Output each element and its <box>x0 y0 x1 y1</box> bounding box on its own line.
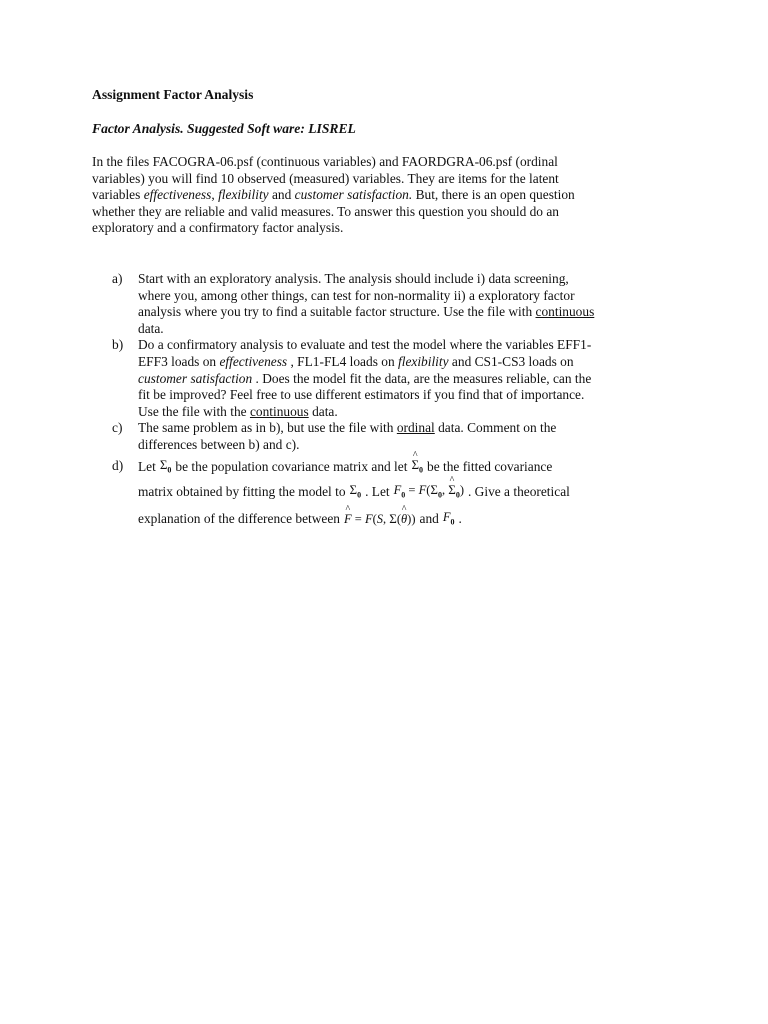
list-item: c) The same problem as in b), but use the file with ordinal data. Comment on the differences between b) and c). <box>112 420 557 452</box>
f0-formula: $F_0$ <box>442 509 455 527</box>
f0-definition-formula: $F_0 = F(\Sigma_0$, ^ $\Sigma_0$) <box>394 483 464 503</box>
intro-line: variables) you will find 10 observed (measured) variables. They are items for the latent <box>92 170 559 186</box>
underlined-word: ordinal <box>396 420 435 436</box>
underlined-word: continuous <box>249 403 309 419</box>
list-marker: b) <box>112 337 124 353</box>
list-item: a) Start with an exploratory analysis. The analysis should include i) data screening, where you, among other things, can test for non-normality ii) a exploratory factor analysis where you try to find a suitable factor structure. Use the file with continuous data. <box>112 271 595 336</box>
list-marker: a) <box>112 271 123 286</box>
list-marker: c) <box>112 420 123 436</box>
document-title: Assignment Factor Analysis <box>92 87 254 102</box>
term-flexibility: flexibility <box>218 187 269 203</box>
sigma-0-hat-formula: ^ $\Sigma_0$ <box>411 458 423 478</box>
intro-line: exploratory and a confirmatory factor analysis. <box>92 220 344 236</box>
sigma-0-formula: $\Sigma_0$ <box>349 481 362 500</box>
intro-line: whether they are reliable and valid measures. To answer this question you should do an <box>92 203 559 219</box>
intro-line: variables effectiveness, flexibility and customer satisfaction. But, there is an open question <box>92 187 575 203</box>
intro-paragraph <box>92 154 662 237</box>
task-list <box>112 271 672 532</box>
f-hat-formula: ^ F = F(S, Σ(^ θ)) <box>344 512 416 526</box>
list-item: d) Let $\Sigma_0$ be the population covariance matrix and let^ $\Sigma_0$ be the fitted covariance matrix obtained by fitting the model to $\Sigma_0$ . Let $F_0 = F(\Sigma_0$, ^ $\Sigma_0$) . Give a theoretical explanation of the difference between^ F = F(S, Σ(^ θ)) and $F_0$ . <box>112 458 672 532</box>
term-customer-satisfaction: customer satisfaction. <box>294 187 413 203</box>
underlined-word: continuous <box>535 304 595 320</box>
list-marker: d) <box>112 457 124 473</box>
intro-line: In the files FACOGRA-06.psf (continuous variables) and FAORDGRA-06.psf (ordinal <box>92 154 558 169</box>
list-item: b) Do a confirmatory analysis to evaluate and test the model where the variables EFF1- EFF3 loads on effectiveness , FL1-FL4 loads on flexibility and CS1-CS3 loads on customer satisfaction . Does the model fit the data, are the measures reliable, can the fit be improved? Feel free to use different estimators if you find that of importance. Use the file with the continuous data. <box>112 337 592 419</box>
document-subtitle: Factor Analysis. Suggested Soft ware: LISREL <box>92 121 356 136</box>
term-effectiveness: effectiveness <box>143 187 212 203</box>
sigma-0-formula: $\Sigma_0$ <box>159 456 172 475</box>
